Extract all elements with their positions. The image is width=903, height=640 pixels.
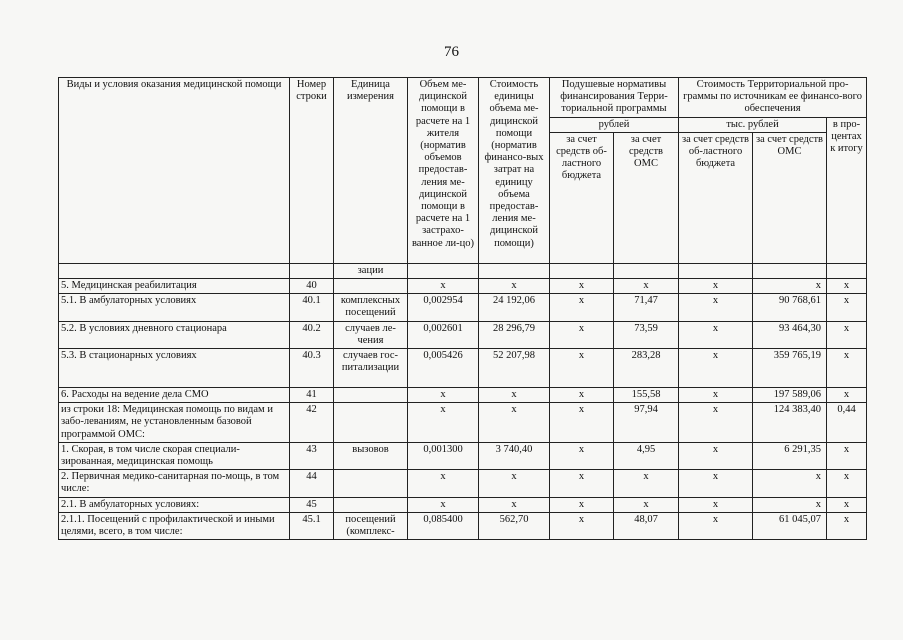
cell-to: 61 045,07	[753, 512, 827, 539]
cell-num: 40.1	[290, 294, 334, 321]
cell-po: 73,59	[614, 321, 679, 348]
cell-vol: х	[408, 497, 479, 512]
table-row	[59, 349, 867, 388]
cell-unit	[334, 497, 408, 512]
cell-name: 5.3. В стационарных условиях	[59, 349, 290, 388]
header-percent: в про-центах к итогу	[827, 117, 867, 263]
cell-vol: х	[408, 279, 479, 294]
cell-pb: х	[550, 321, 614, 348]
cell-pct: 0,44	[827, 403, 867, 443]
cell-po: 48,07	[614, 512, 679, 539]
cell-vol: 0,005426	[408, 349, 479, 388]
medical-care-cost-table	[58, 77, 867, 540]
cell-unit	[334, 388, 408, 403]
cell-cost: х	[479, 470, 550, 497]
cell-pb: х	[550, 349, 614, 388]
cell-po: 155,58	[614, 388, 679, 403]
cell-unit: комплексных посещений	[334, 294, 408, 321]
table-row	[59, 388, 867, 403]
cell-unit	[334, 403, 408, 443]
header-per-capita-oms: за счет средств ОМС	[614, 132, 679, 263]
cell-po: х	[614, 497, 679, 512]
cell-cost: 28 296,79	[479, 321, 550, 348]
carryover-row	[59, 263, 867, 278]
table-row	[59, 512, 867, 539]
cell-vol: х	[408, 470, 479, 497]
cell-pct: х	[827, 470, 867, 497]
cell-pb: х	[550, 294, 614, 321]
cell-vol: 0,002601	[408, 321, 479, 348]
cell-pb: х	[550, 512, 614, 539]
cell-tb: х	[679, 512, 753, 539]
header-total-unit: тыс. рублей	[679, 117, 827, 132]
carryover-unit: зации	[334, 263, 408, 278]
cell-tb: х	[679, 403, 753, 443]
cell-num: 44	[290, 470, 334, 497]
cell-cost: 3 740,40	[479, 442, 550, 469]
table-row	[59, 403, 867, 443]
cell-name: 5.1. В амбулаторных условиях	[59, 294, 290, 321]
header-types: Виды и условия оказания медицинской помощи	[59, 78, 290, 264]
cell-tb: х	[679, 442, 753, 469]
cell-vol: 0,085400	[408, 512, 479, 539]
cell-pct: х	[827, 349, 867, 388]
cell-to: 197 589,06	[753, 388, 827, 403]
cell-num: 41	[290, 388, 334, 403]
cell-tb: х	[679, 349, 753, 388]
cell-num: 40	[290, 279, 334, 294]
cell-unit	[334, 279, 408, 294]
cell-po: х	[614, 470, 679, 497]
cell-to: х	[753, 497, 827, 512]
cell-to: 6 291,35	[753, 442, 827, 469]
cell-name: 2. Первичная медико-санитарная по-мощь, в том числе:	[59, 470, 290, 497]
cell-name: 5. Медицинская реабилитация	[59, 279, 290, 294]
cell-pb: х	[550, 403, 614, 443]
cell-tb: х	[679, 497, 753, 512]
table-row	[59, 497, 867, 512]
cell-name: 5.2. В условиях дневного стационара	[59, 321, 290, 348]
cell-cost: х	[479, 497, 550, 512]
table-row	[59, 442, 867, 469]
cell-name: из строки 18: Медицинская помощь по видам и забо-леваниям, не установленным базовой программой ОМС:	[59, 403, 290, 443]
cell-num: 40.3	[290, 349, 334, 388]
cell-to: 124 383,40	[753, 403, 827, 443]
cell-pct: х	[827, 388, 867, 403]
cell-pb: х	[550, 388, 614, 403]
cell-tb: х	[679, 470, 753, 497]
cell-num: 43	[290, 442, 334, 469]
cell-to: 93 464,30	[753, 321, 827, 348]
cell-pct: х	[827, 321, 867, 348]
cell-to: х	[753, 470, 827, 497]
cell-pb: х	[550, 497, 614, 512]
header-total-budget: за счет средств об-ластного бюджета	[679, 132, 753, 263]
cell-vol: х	[408, 388, 479, 403]
cell-unit: случаев гос-питализации	[334, 349, 408, 388]
header-per-capita-budget: за счет средств об-ластного бюджета	[550, 132, 614, 263]
header-total-oms: за счет средств ОМС	[753, 132, 827, 263]
cell-num: 45	[290, 497, 334, 512]
cell-po: 283,28	[614, 349, 679, 388]
cell-po: 71,47	[614, 294, 679, 321]
header-per-capita: Подушевые нормативы финансирования Терри-ториальной программы	[550, 78, 679, 118]
cell-name: 1. Скорая, в том числе скорая специали-зированная, медицинская помощь	[59, 442, 290, 469]
cell-pct: х	[827, 497, 867, 512]
cell-cost: 24 192,06	[479, 294, 550, 321]
cell-pb: х	[550, 279, 614, 294]
header-total-cost: Стоимость Территориальной про-граммы по источникам ее финансо-вого обеспечения	[679, 78, 867, 118]
cell-num: 40.2	[290, 321, 334, 348]
header-row-number: Номер строки	[290, 78, 334, 264]
cell-num: 45.1	[290, 512, 334, 539]
cell-po: 4,95	[614, 442, 679, 469]
cell-pb: х	[550, 442, 614, 469]
cell-pct: х	[827, 442, 867, 469]
table-row	[59, 279, 867, 294]
cell-to: 359 765,19	[753, 349, 827, 388]
cell-to: 90 768,61	[753, 294, 827, 321]
table-row	[59, 294, 867, 321]
cell-pct: х	[827, 512, 867, 539]
page-number: 76	[444, 44, 459, 60]
cell-pb: х	[550, 470, 614, 497]
cell-name: 2.1. В амбулаторных условиях:	[59, 497, 290, 512]
cell-cost: х	[479, 388, 550, 403]
cell-cost: х	[479, 279, 550, 294]
cell-unit: посещений (комплекс-	[334, 512, 408, 539]
cell-pct: х	[827, 279, 867, 294]
cell-po: 97,94	[614, 403, 679, 443]
cell-unit: вызовов	[334, 442, 408, 469]
cell-num: 42	[290, 403, 334, 443]
table-row	[59, 470, 867, 497]
cell-name: 6. Расходы на ведение дела СМО	[59, 388, 290, 403]
cell-tb: х	[679, 294, 753, 321]
table-row	[59, 321, 867, 348]
cell-unit	[334, 470, 408, 497]
header-cost: Стоимость единицы объема ме-дицинской помощи (норматив финансо-вых затрат на единицу объема предостав-ления ме-дицинской помощи)	[479, 78, 550, 264]
cell-cost: 52 207,98	[479, 349, 550, 388]
header-volume: Объем ме-дицинской помощи в расчете на 1 жителя (норматив объемов предостав-ления ме-дицинской помощи в расчете на 1 застрахо-ванное ли-цо)	[408, 78, 479, 264]
cell-vol: 0,002954	[408, 294, 479, 321]
cell-po: х	[614, 279, 679, 294]
cell-tb: х	[679, 279, 753, 294]
header-unit: Единица измерения	[334, 78, 408, 264]
header-per-capita-unit: рублей	[550, 117, 679, 132]
cell-name: 2.1.1. Посещений с профилактической и иными целями, всего, в том числе:	[59, 512, 290, 539]
cell-vol: х	[408, 403, 479, 443]
cell-tb: х	[679, 388, 753, 403]
cell-vol: 0,001300	[408, 442, 479, 469]
cell-unit: случаев ле-чения	[334, 321, 408, 348]
cell-tb: х	[679, 321, 753, 348]
cell-cost: х	[479, 403, 550, 443]
cell-pct: х	[827, 294, 867, 321]
cell-to: х	[753, 279, 827, 294]
cell-cost: 562,70	[479, 512, 550, 539]
